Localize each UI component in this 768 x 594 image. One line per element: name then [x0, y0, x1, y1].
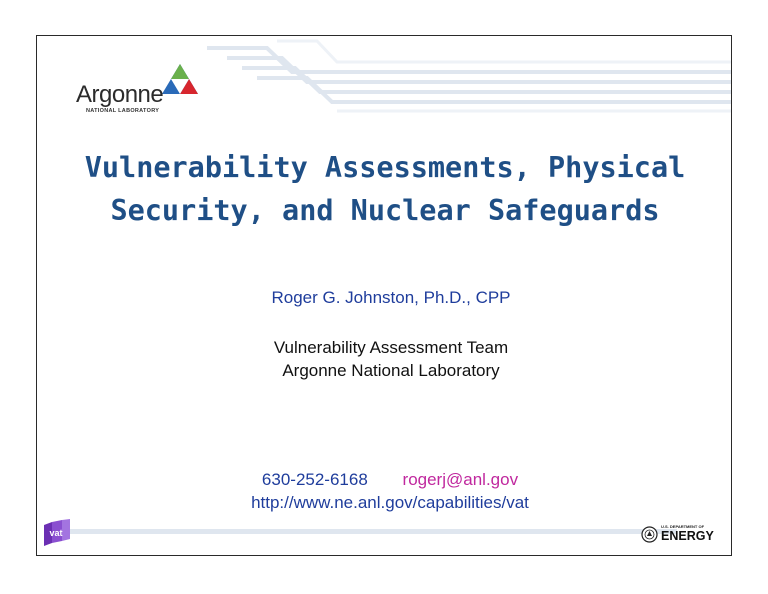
doe-logo: [641, 524, 721, 544]
organization-name: Argonne National Laboratory: [282, 361, 500, 380]
vat-logo-icon: [42, 519, 72, 547]
doe-energy-text: ENERGY: [661, 529, 714, 543]
argonne-triangle-icon: [162, 64, 198, 94]
email-link[interactable]: rogerj@anl.gov: [402, 470, 519, 489]
website-link[interactable]: http://www.ne.anl.gov/capabilities/vat: [251, 493, 529, 512]
slide-title: [37, 146, 732, 232]
team-block: [37, 336, 732, 382]
doe-department-text: U.S. DEPARTMENT OF: [661, 524, 705, 529]
title-line-2: Security, and Nuclear Safeguards: [110, 194, 660, 227]
team-name: Vulnerability Assessment Team: [273, 338, 509, 357]
doe-seal-icon: [641, 526, 658, 543]
title-line-1: Vulnerability Assessments, Physical: [84, 151, 686, 184]
argonne-subtitle: NATIONAL LABORATORY: [86, 108, 160, 114]
contact-block: [37, 468, 732, 514]
footer-bar: [67, 529, 677, 534]
slide: [36, 35, 732, 556]
phone-number: 630-252-6168: [261, 470, 368, 489]
author-name: Roger G. Johnston, Ph.D., CPP: [271, 288, 511, 307]
vat-logo-text: vat: [49, 528, 63, 538]
argonne-wordmark: Argonne: [76, 81, 164, 108]
header-swoosh-lines: [207, 48, 732, 102]
argonne-logo: [76, 61, 201, 121]
contact-line: [47, 468, 732, 491]
